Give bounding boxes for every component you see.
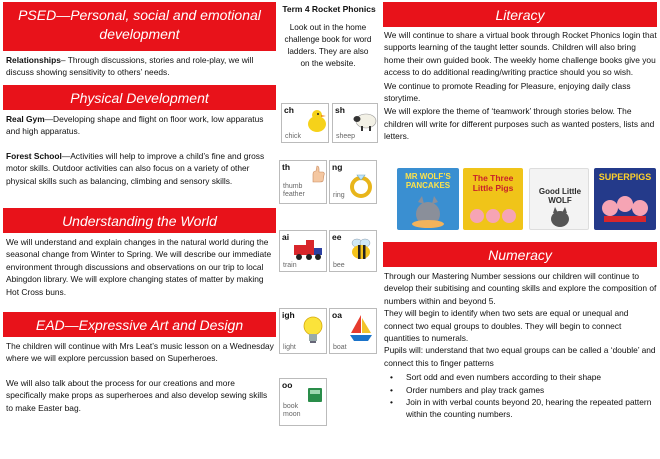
- phonics-grapheme: th: [282, 162, 291, 172]
- numeracy-text: [384, 270, 658, 421]
- phonics-card-igh: [279, 308, 327, 354]
- physical-title: Physical Development: [70, 90, 209, 106]
- light-bulb-icon: [302, 315, 324, 345]
- wolf-icon: [408, 194, 448, 228]
- phonics-word: light: [283, 344, 296, 351]
- phonics-card-sh: [332, 103, 378, 143]
- phonics-card-th: [279, 160, 327, 204]
- book-title: Good Little WOLF: [538, 187, 582, 205]
- book-title: SUPERPIGS: [598, 172, 652, 182]
- numeracy-banner: [383, 242, 657, 267]
- thumb-icon: [308, 165, 326, 183]
- phonics-card-ng: [329, 160, 377, 204]
- book-title: The Three Little Pigs: [472, 173, 514, 193]
- literacy-text-2: We continue to promote Reading for Pleasure, enjoying daily class storytime.: [384, 80, 631, 104]
- phonics-word: train: [283, 262, 297, 269]
- forest-label: Forest School: [6, 150, 62, 161]
- book-title: MR WOLF’S PANCAKES: [405, 172, 451, 190]
- wolf-icon: [548, 207, 572, 229]
- list-item: • Join in with verbal counts beyond 20, hearing the repeated pattern within the counting numbers.: [384, 396, 658, 421]
- phonics-grapheme: oo: [282, 380, 293, 390]
- phonics-card-ch: [281, 103, 329, 143]
- phonics-card-oa: [329, 308, 377, 354]
- book-icon: [306, 386, 324, 404]
- phonics-grapheme: ch: [284, 105, 294, 115]
- psed-text: [6, 54, 276, 79]
- numeracy-bullet-list: [384, 371, 658, 421]
- phonics-card-oo: [279, 378, 327, 426]
- book-cover-three-little-pigs: [463, 168, 523, 230]
- real-gym-label: Real Gym: [6, 114, 45, 124]
- numeracy-text-2: They will begin to identify when two sets are equal or unequal and connect two equal groups to doubles. They will begin to connect quantities to numerals.: [384, 308, 629, 344]
- numeracy-text-3: Pupils will: understand that two equal groups can be called a ‘double’ and connect this to finger patterns: [384, 345, 656, 368]
- real-gym-text: —Developing shape and flight on floor work, low apparatus and high apparatus.: [6, 114, 264, 137]
- ring-icon: [348, 171, 374, 199]
- forest-text: —Activities will help to improve a child’s fine and gross motor skills. Outdoor activities can also focus on a variety of other physical skills such as balancing, climbing and sensory skills.: [6, 150, 265, 186]
- world-title: Understanding the World: [62, 213, 217, 229]
- phonics-word: bee: [333, 262, 345, 269]
- literacy-text-1: We will continue to share a virtual book through Rocket Phonics login that supports learning of the taught letter sounds. Children will also bring home their own guided book. The weekly home challenge books give you access to do additional reading/writing practice should you so wish.: [384, 30, 657, 78]
- phonics-card-ai: [279, 230, 327, 272]
- phonics-grapheme: igh: [282, 310, 295, 320]
- phonics-grapheme: ee: [332, 232, 342, 242]
- book-cover-superpigs: [594, 168, 656, 230]
- phonics-intro: Look out in the home challenge book for word ladders. They are also on the website.: [284, 23, 372, 68]
- phonics-grapheme: sh: [335, 105, 345, 115]
- list-item: • Order numbers and play track games: [384, 384, 658, 396]
- phonics-grapheme: ng: [332, 162, 343, 172]
- phonics-grapheme: ai: [282, 232, 290, 242]
- numeracy-text-1: Through our Mastering Number sessions our children will continue to develop their subitising and counting skills and explore the composition of numbers within and beyond 5.: [384, 271, 657, 306]
- phonics-word: book moon: [283, 403, 301, 418]
- relationships-text: – Through discussions, stories and role-play, we will discuss showing sensitivity to others’ needs.: [6, 55, 254, 78]
- literacy-text-3: We will explore the theme of ‘teamwork’ through stories below. The children will write for different purposes such as wanted posters, lists and letters.: [384, 106, 655, 142]
- boat-icon: [348, 313, 374, 343]
- phonics-word: ring: [333, 192, 345, 199]
- literacy-title: Literacy: [495, 7, 545, 23]
- chick-icon: [306, 109, 328, 133]
- psed-title-line1: PSED—Personal, social and emotional: [18, 7, 261, 23]
- ead-text: [6, 340, 276, 414]
- bee-icon: [348, 237, 374, 261]
- numeracy-title: Numeracy: [488, 247, 552, 263]
- train-icon: [292, 239, 324, 261]
- pigs-icon: [467, 202, 519, 228]
- phonics-word: boat: [333, 344, 347, 351]
- ead-text-2: We will also talk about the process for our creations and more specifically make props as superheroes and also develop sewing skills to make Easter bag.: [6, 377, 268, 413]
- physical-banner: [3, 85, 276, 110]
- psed-title-line2: development: [99, 25, 180, 42]
- relationships-label: Relationships: [6, 55, 61, 65]
- physical-text: [6, 113, 276, 187]
- phonics-grapheme: oa: [332, 310, 342, 320]
- phonics-word: thumb feather: [283, 183, 305, 198]
- phonics-word: chick: [285, 133, 301, 140]
- pigs-icon: [598, 190, 652, 224]
- literacy-text: [384, 29, 658, 143]
- phonics-title: Term 4 Rocket Phonics: [282, 4, 376, 14]
- phonics-card-ee: [329, 230, 377, 272]
- psed-banner: [3, 2, 276, 51]
- ead-banner: [3, 312, 276, 337]
- phonics-word: sheep: [336, 133, 356, 140]
- sheep-icon: [353, 110, 377, 132]
- ead-title: EAD—Expressive Art and Design: [35, 317, 244, 333]
- world-text: We will understand and explain changes in the natural world during the seasonal change from Winter to Spring. We will describe our immediate environment through discussions and observations on our trip to local Abingdon library. We will explore changing states of matter by making Hot Cross buns.: [6, 237, 272, 297]
- literacy-banner: [383, 2, 657, 27]
- book-cover-mr-wolfs-pancakes: [397, 168, 459, 230]
- world-banner: [3, 208, 276, 233]
- ead-text-1: The children will continue with Mrs Leat’s music lesson on a Wednesday where we will explore percussion based on Superheroes.: [6, 341, 274, 364]
- book-cover-good-little-wolf: [529, 168, 589, 230]
- list-item: • Sort odd and even numbers according to their shape: [384, 371, 658, 383]
